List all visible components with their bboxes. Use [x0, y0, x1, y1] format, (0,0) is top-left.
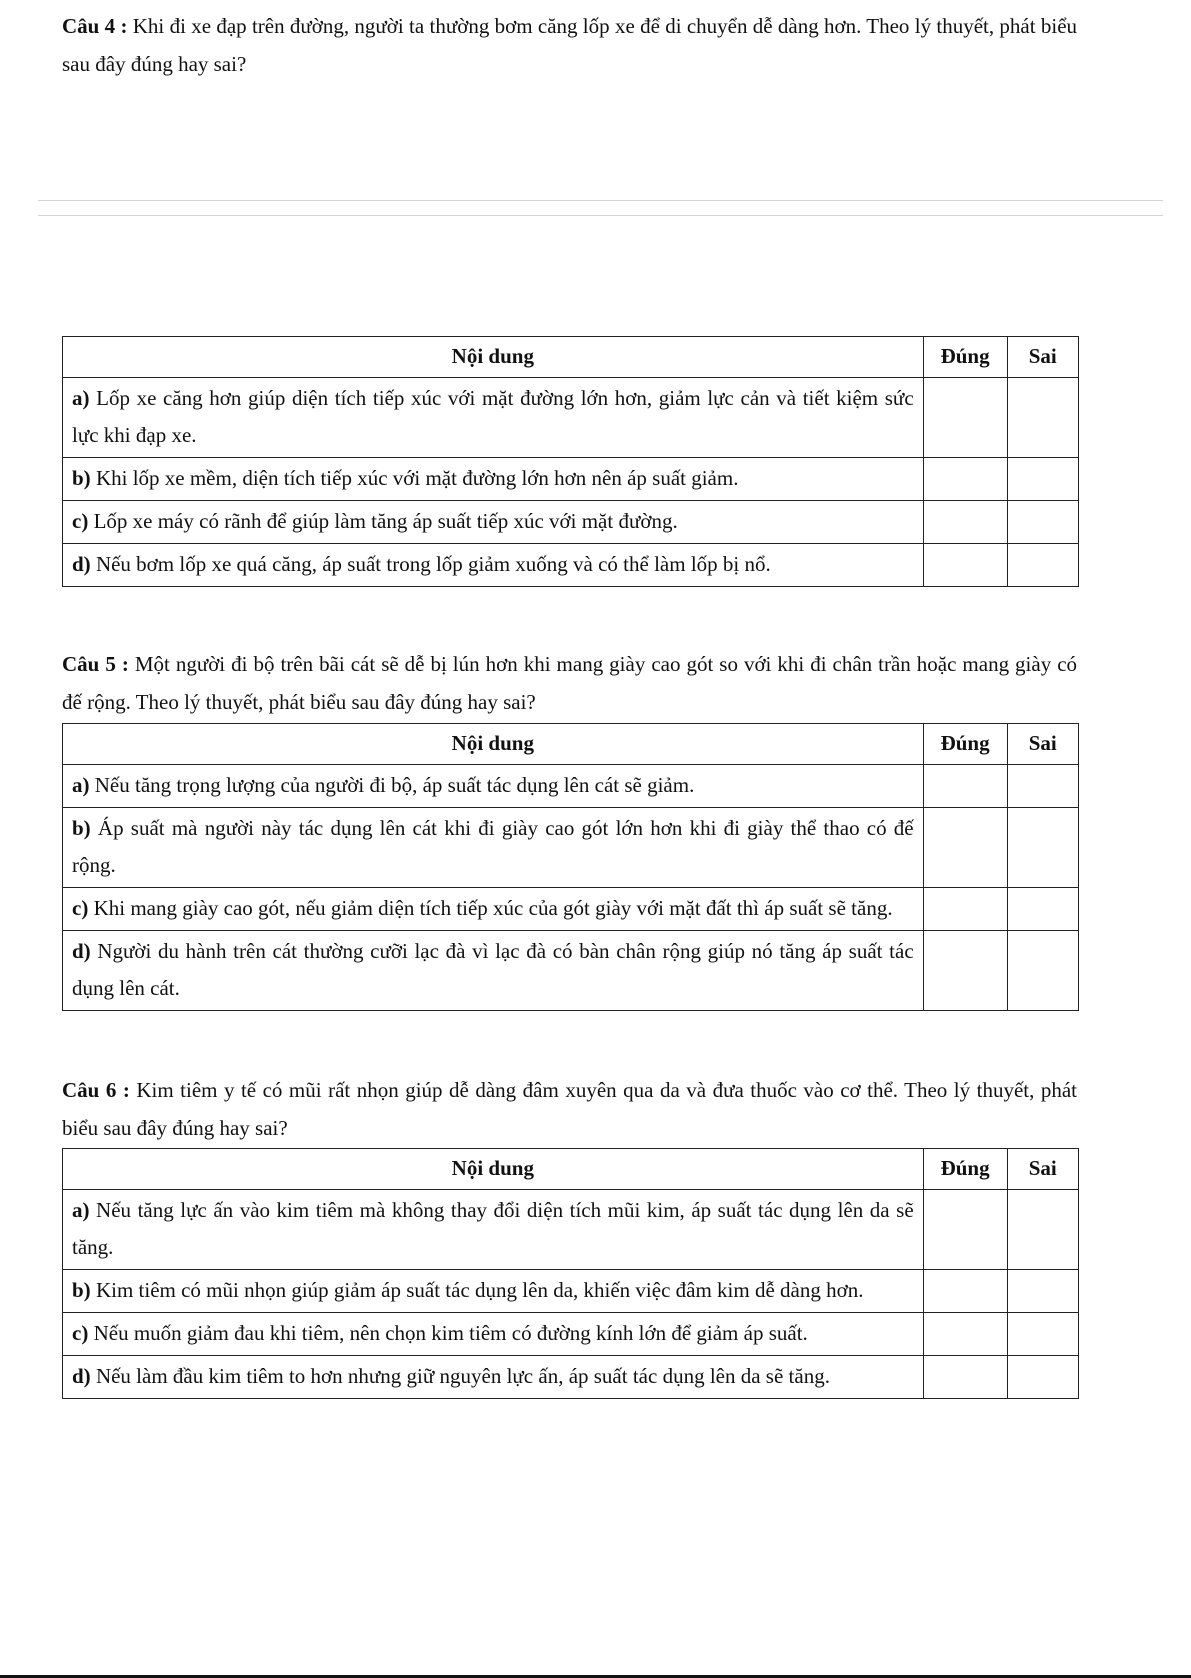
statement-cell: [63, 1313, 924, 1356]
statement-text: Người du hành trên cát thường cưỡi lạc đà vì lạc đà có bàn chân rộng giúp nó tăng áp suất tác dụng lên cát.: [72, 939, 914, 1000]
header-content: Nội dung: [63, 1149, 924, 1190]
false-answer-cell[interactable]: [1007, 458, 1078, 501]
true-answer-cell[interactable]: [923, 378, 1007, 458]
statement-row: [63, 888, 1079, 931]
header-false: Sai: [1007, 337, 1078, 378]
statement-text: Lốp xe căng hơn giúp diện tích tiếp xúc với mặt đường lớn hơn, giảm lực cản và tiết kiệm sức lực khi đạp xe.: [72, 386, 914, 447]
statement-cell: [63, 1190, 924, 1270]
header-true: Đúng: [923, 1149, 1007, 1190]
false-answer-cell[interactable]: [1007, 765, 1078, 808]
question-label: Câu 6 :: [62, 1078, 130, 1102]
page-divider-bottom: [38, 215, 1163, 216]
statement-row: [63, 1356, 1079, 1399]
false-answer-cell[interactable]: [1007, 931, 1078, 1011]
statement-cell: [63, 378, 924, 458]
true-answer-cell[interactable]: [923, 1356, 1007, 1399]
answer-table-question-4: [62, 336, 1079, 587]
header-true: Đúng: [923, 337, 1007, 378]
statement-row: [63, 544, 1079, 587]
statement-cell: [63, 888, 924, 931]
statement-text: Nếu tăng lực ấn vào kim tiêm mà không thay đổi diện tích mũi kim, áp suất tác dụng lên da sẽ tăng.: [72, 1198, 914, 1259]
table-header-row: [63, 1149, 1079, 1190]
false-answer-cell[interactable]: [1007, 378, 1078, 458]
question-4: [62, 7, 1077, 83]
true-answer-cell[interactable]: [923, 544, 1007, 587]
statement-row: [63, 808, 1079, 888]
false-answer-cell[interactable]: [1007, 1270, 1078, 1313]
statement-text: Lốp xe máy có rãnh để giúp làm tăng áp suất tiếp xúc với mặt đường.: [93, 509, 678, 533]
header-true: Đúng: [923, 724, 1007, 765]
statement-text: Áp suất mà người này tác dụng lên cát khi đi giày cao gót lớn hơn khi đi giày thể thao có đế rộng.: [72, 816, 914, 877]
statement-letter: d): [72, 1364, 91, 1388]
false-answer-cell[interactable]: [1007, 1356, 1078, 1399]
page-divider-top: [38, 200, 1163, 201]
question-prompt: Kim tiêm y tế có mũi rất nhọn giúp dễ dàng đâm xuyên qua da và đưa thuốc vào cơ thể. Theo lý thuyết, phát biểu sau đây đúng hay sai?: [62, 1078, 1078, 1140]
statement-cell: [63, 501, 924, 544]
statement-row: [63, 931, 1079, 1011]
statement-cell: [63, 931, 924, 1011]
statement-row: [63, 1270, 1079, 1313]
false-answer-cell[interactable]: [1007, 1313, 1078, 1356]
true-answer-cell[interactable]: [923, 501, 1007, 544]
statement-text: Nếu bơm lốp xe quá căng, áp suất trong lốp giảm xuống và có thể làm lốp bị nổ.: [95, 552, 771, 576]
table-header-row: [63, 724, 1079, 765]
answer-table-question-5: [62, 723, 1079, 1011]
statement-row: [63, 1190, 1079, 1270]
statement-letter: b): [72, 466, 91, 490]
statement-cell: [63, 765, 924, 808]
true-answer-cell[interactable]: [923, 808, 1007, 888]
true-answer-cell[interactable]: [923, 458, 1007, 501]
statement-row: [63, 501, 1079, 544]
statement-text: Khi mang giày cao gót, nếu giảm diện tích tiếp xúc của gót giày với mặt đất thì áp suất sẽ tăng.: [93, 896, 893, 920]
false-answer-cell[interactable]: [1007, 808, 1078, 888]
statement-letter: c): [72, 509, 89, 533]
statement-letter: a): [72, 773, 90, 797]
statement-letter: c): [72, 896, 89, 920]
statement-text: Nếu muốn giảm đau khi tiêm, nên chọn kim tiêm có đường kính lớn để giảm áp suất.: [93, 1321, 808, 1345]
true-answer-cell[interactable]: [923, 931, 1007, 1011]
statement-letter: b): [72, 816, 91, 840]
header-content: Nội dung: [63, 724, 924, 765]
question-label: Câu 5 :: [62, 652, 129, 676]
true-answer-cell[interactable]: [923, 1270, 1007, 1313]
statement-cell: [63, 458, 924, 501]
statement-cell: [63, 1270, 924, 1313]
question-5: [62, 645, 1077, 721]
statement-row: [63, 378, 1079, 458]
statement-letter: a): [72, 1198, 90, 1222]
header-content: Nội dung: [63, 337, 924, 378]
question-prompt: Khi đi xe đạp trên đường, người ta thường bơm căng lốp xe để di chuyển dễ dàng hơn. Theo lý thuyết, phát biểu sau đây đúng hay sai?: [62, 14, 1078, 76]
statement-row: [63, 765, 1079, 808]
statement-letter: c): [72, 1321, 89, 1345]
statement-cell: [63, 544, 924, 587]
answer-table-question-6: [62, 1148, 1079, 1399]
statement-text: Kim tiêm có mũi nhọn giúp giảm áp suất tác dụng lên da, khiến việc đâm kim dễ dàng hơn.: [95, 1278, 864, 1302]
statement-row: [63, 1313, 1079, 1356]
true-answer-cell[interactable]: [923, 765, 1007, 808]
true-answer-cell[interactable]: [923, 1313, 1007, 1356]
header-false: Sai: [1007, 1149, 1078, 1190]
false-answer-cell[interactable]: [1007, 1190, 1078, 1270]
statement-letter: d): [72, 552, 91, 576]
statement-text: Nếu tăng trọng lượng của người đi bộ, áp suất tác dụng lên cát sẽ giảm.: [94, 773, 695, 797]
statement-text: Khi lốp xe mềm, diện tích tiếp xúc với mặt đường lớn hơn nên áp suất giảm.: [95, 466, 739, 490]
question-prompt: Một người đi bộ trên bãi cát sẽ dễ bị lún hơn khi mang giày cao gót so với khi đi chân trần hoặc mang giày có đế rộng. Theo lý thuyết, phát biểu sau đây đúng hay sai?: [62, 652, 1078, 714]
false-answer-cell[interactable]: [1007, 544, 1078, 587]
statement-letter: d): [72, 939, 91, 963]
statement-row: [63, 458, 1079, 501]
table-header-row: [63, 337, 1079, 378]
true-answer-cell[interactable]: [923, 1190, 1007, 1270]
header-false: Sai: [1007, 724, 1078, 765]
statement-letter: a): [72, 386, 90, 410]
statement-cell: [63, 1356, 924, 1399]
statement-text: Nếu làm đầu kim tiêm to hơn nhưng giữ nguyên lực ấn, áp suất tác dụng lên da sẽ tăng.: [95, 1364, 830, 1388]
question-label: Câu 4 :: [62, 14, 128, 38]
false-answer-cell[interactable]: [1007, 888, 1078, 931]
statement-letter: b): [72, 1278, 91, 1302]
true-answer-cell[interactable]: [923, 888, 1007, 931]
question-6: [62, 1071, 1077, 1147]
false-answer-cell[interactable]: [1007, 501, 1078, 544]
statement-cell: [63, 808, 924, 888]
